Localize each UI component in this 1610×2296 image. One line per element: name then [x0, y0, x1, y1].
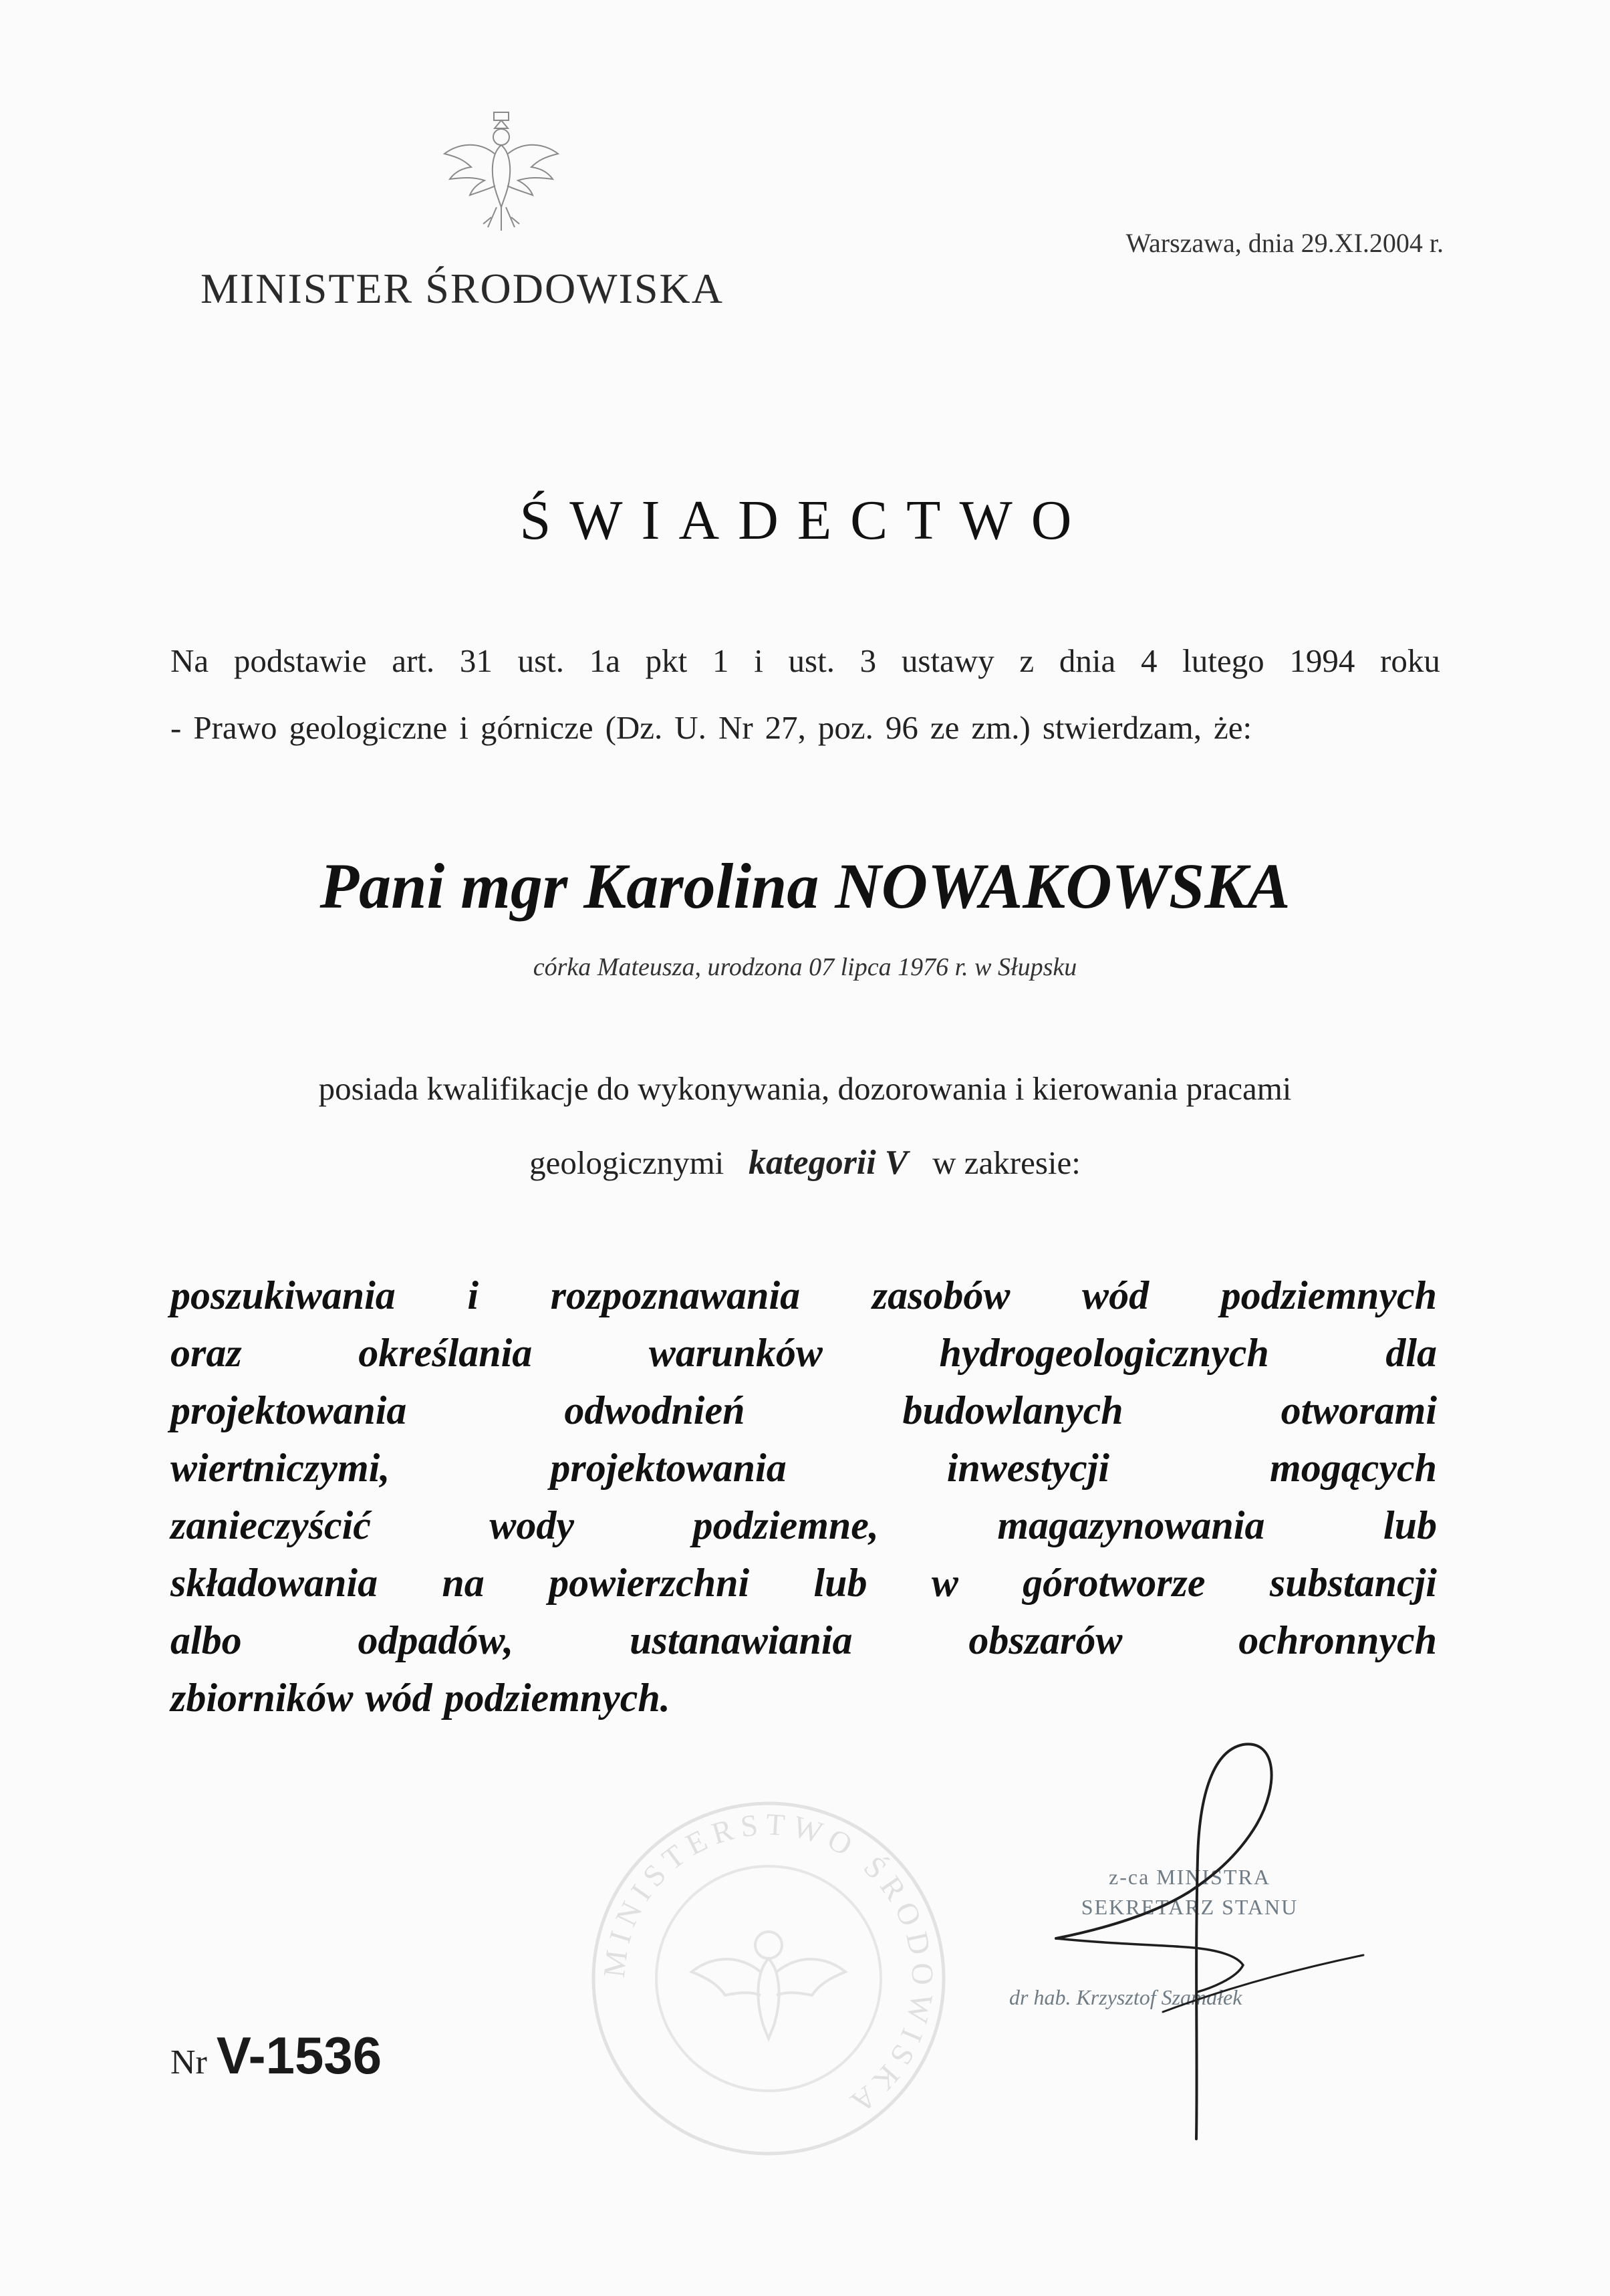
legal-basis-word: i [459, 709, 468, 746]
legal-basis-word: Prawo [193, 709, 277, 746]
recipient-name: Pani mgr Karolina NOWAKOWSKA [319, 850, 1291, 922]
scope-line [170, 1439, 1437, 1497]
scope-line [170, 1554, 1437, 1612]
seal-text: MINISTERSTWO ŚRODOWISKA [596, 1807, 940, 2124]
signatory-position: SEKRETARZ STANU [1081, 1895, 1299, 1919]
scope-word: projektowania [550, 1446, 787, 1490]
scope-word: obszarów [968, 1618, 1123, 1662]
qualification-line-1: posiada kwalifikacje do wykonywania, dozorowania i kierowania pracami [318, 1070, 1292, 1107]
signatory-title: z-ca MINISTRA [1109, 1865, 1270, 1889]
legal-basis-word: roku [1380, 642, 1440, 679]
svg-text:MINISTERSTWO ŚRODOWISKA [597, 1807, 940, 2124]
scope-word: wód [1082, 1273, 1150, 1317]
certificate-number-value: V-1536 [216, 2026, 382, 2085]
qualification-text-after: w zakresie: [932, 1144, 1081, 1181]
scope-word: wody [489, 1503, 575, 1547]
scope-word: i [467, 1273, 479, 1317]
scope-word: zasobów [871, 1273, 1011, 1317]
handwritten-signature [1043, 1725, 1390, 2152]
embossed-seal-icon [581, 1791, 956, 2166]
qualification-category: kategorii V [749, 1144, 908, 1182]
legal-basis-word: zm.) [971, 709, 1031, 746]
place-and-date: Warszawa, dnia 29.XI.2004 r. [1125, 228, 1444, 258]
scope-word: na [442, 1561, 485, 1605]
scope-word: zbiorników [170, 1676, 354, 1720]
scope-word: ustanawiania [630, 1618, 853, 1662]
scope-word: hydrogeologicznych [939, 1331, 1269, 1375]
scope-word: podziemnych. [444, 1676, 670, 1720]
scope-word: budowlanych [902, 1388, 1123, 1432]
qualification-text-before: geologicznymi [529, 1144, 724, 1181]
legal-basis-word: 1994 [1289, 642, 1355, 679]
scope-word: warunków [648, 1331, 823, 1375]
legal-basis-word: poz. [817, 709, 874, 746]
legal-basis-word: ust. [517, 642, 565, 679]
scope-line [170, 1324, 1437, 1382]
scope-line [170, 1267, 1437, 1324]
scope-line [170, 1669, 1437, 1727]
legal-basis-word: stwierdzam, [1042, 709, 1202, 746]
legal-basis-word: 3 [859, 642, 877, 679]
legal-basis-word: Nr [718, 709, 753, 746]
legal-basis-word: ze [930, 709, 960, 746]
scope-word: składowania [170, 1561, 378, 1605]
document-title: ŚWIADECTWO [519, 489, 1091, 551]
legal-basis-word: - [170, 709, 182, 746]
legal-basis-word: pkt [645, 642, 688, 679]
legal-basis-word: dnia [1059, 642, 1116, 679]
scope-word: odpadów, [358, 1618, 514, 1662]
certificate-number-prefix: Nr [170, 2043, 207, 2081]
scope-word: oraz [170, 1331, 242, 1375]
scope-word: poszukiwania [170, 1273, 396, 1317]
legal-basis-line-1 [170, 642, 1440, 680]
certificate-number [170, 2025, 382, 2086]
legal-basis-word: 1 [712, 642, 729, 679]
legal-basis-word: 1a [589, 642, 620, 679]
scope-word: ochronnych [1238, 1618, 1437, 1662]
scope-word: lub [813, 1561, 867, 1605]
scope-word: projektowania [170, 1388, 407, 1432]
scope-word: podziemne, [692, 1503, 879, 1547]
legal-basis-line-2 [170, 709, 1440, 747]
qualification-line-2 [0, 1143, 1610, 1182]
legal-basis-word: art. [392, 642, 435, 679]
legal-basis-word: Na [170, 642, 209, 679]
scope-word: wiertniczymi, [170, 1446, 390, 1490]
scope-word: podziemnych [1220, 1273, 1437, 1317]
scope-word: rozpoznawania [550, 1273, 801, 1317]
legal-basis-word: że: [1213, 709, 1252, 746]
scope-word: lub [1383, 1503, 1437, 1547]
scope-word: substancji [1269, 1561, 1437, 1605]
legal-basis-word: U. [674, 709, 706, 746]
scope-word: w [931, 1561, 958, 1605]
legal-basis-word: 31 [459, 642, 493, 679]
qualification-scope [170, 1267, 1437, 1727]
scope-word: dla [1385, 1331, 1437, 1375]
legal-basis-word: podstawie [233, 642, 367, 679]
scope-line [170, 1382, 1437, 1439]
legal-basis-word: ust. [788, 642, 835, 679]
scope-word: zanieczyścić [170, 1503, 371, 1547]
scope-line [170, 1612, 1437, 1669]
legal-basis-word: ustawy [901, 642, 994, 679]
scope-word: inwestycji [946, 1446, 1110, 1490]
scope-word: magazynowania [997, 1503, 1265, 1547]
legal-basis-word: (Dz. [605, 709, 663, 746]
legal-basis-word: 96 [885, 709, 918, 746]
legal-basis-word: geologiczne [289, 709, 448, 746]
scope-word: otworami [1281, 1388, 1437, 1432]
issuing-authority: MINISTER ŚRODOWISKA [200, 265, 724, 312]
legal-basis-word: 27, [765, 709, 806, 746]
scope-word: określania [358, 1331, 533, 1375]
legal-basis-word: i [754, 642, 763, 679]
scope-word: górotworze [1023, 1561, 1206, 1605]
scope-word: wód [365, 1676, 432, 1720]
scope-line [170, 1497, 1437, 1554]
scope-word: albo [170, 1618, 242, 1662]
eagle-emblem-icon [438, 107, 565, 241]
recipient-details: córka Mateusza, urodzona 07 lipca 1976 r. w Słupsku [533, 953, 1077, 981]
scope-word: odwodnień [564, 1388, 745, 1432]
legal-basis-word: lutego [1182, 642, 1264, 679]
legal-basis-word: 4 [1140, 642, 1158, 679]
legal-basis-word: z [1019, 642, 1035, 679]
legal-basis-word: górnicze [480, 709, 593, 746]
signatory-name: dr hab. Krzysztof Szamałek [1009, 1985, 1242, 2009]
scope-word: powierzchni [549, 1561, 750, 1605]
scope-word: mogących [1270, 1446, 1437, 1490]
